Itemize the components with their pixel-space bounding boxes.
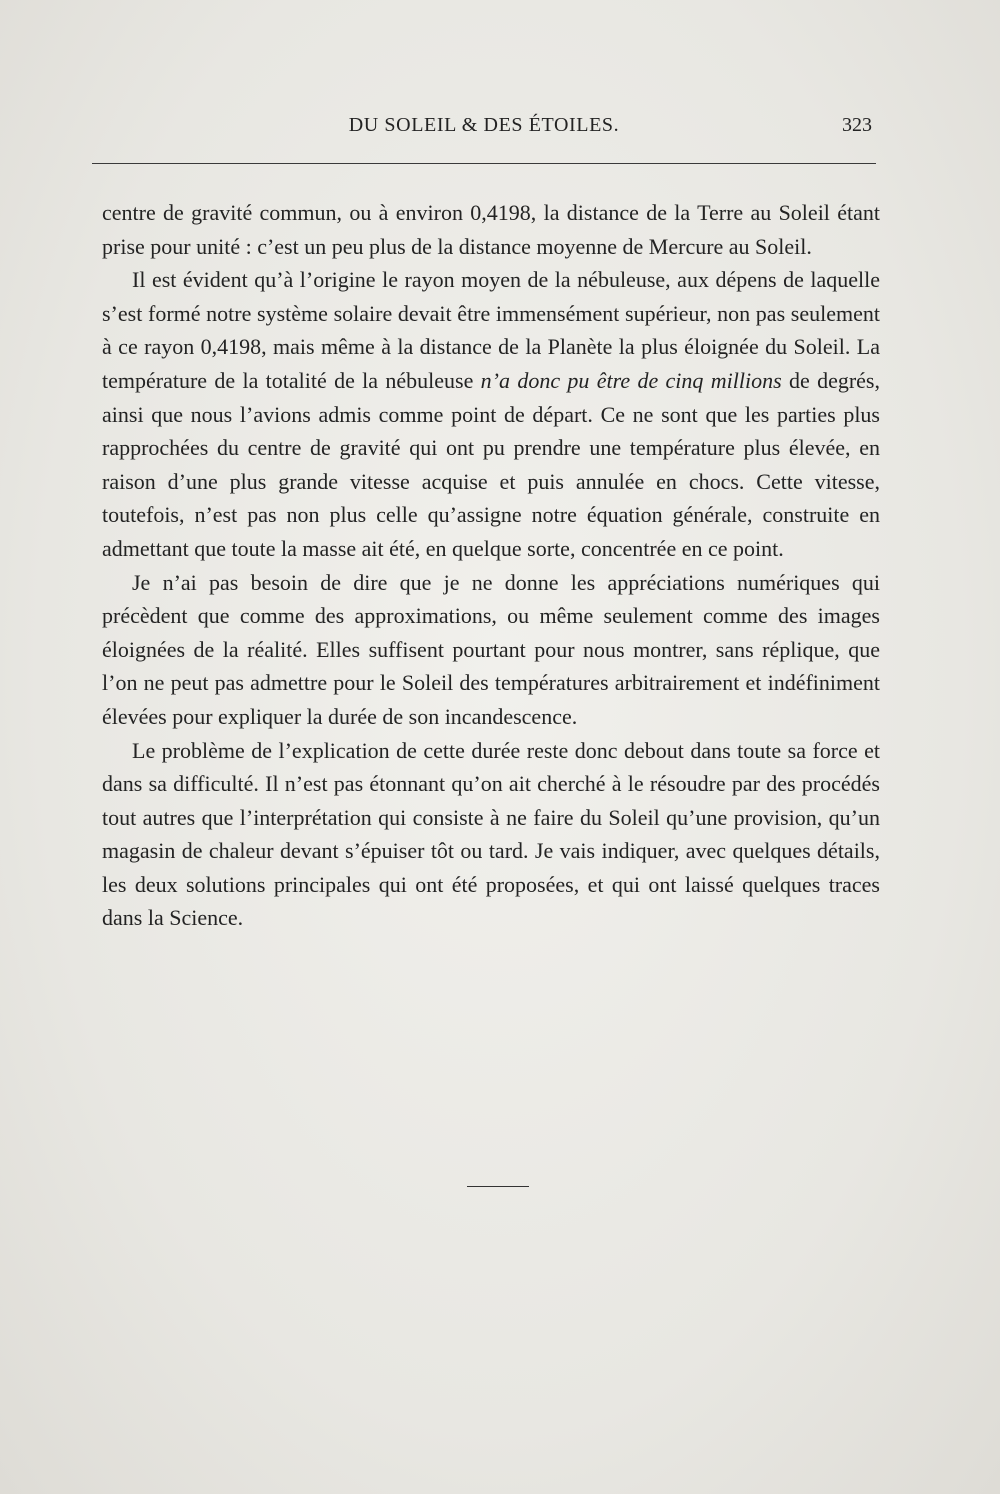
body-text (102, 196, 880, 935)
running-header (92, 114, 876, 144)
section-end-rule (467, 1186, 529, 1187)
paragraph-2-before: Il est évident qu’à l’origine le rayon moyen de la nébuleuse, aux dépens de laquelle s’est formé notre système solaire devait être immensément supérieur, non pas seulement à ce rayon 0,4198, mais même à la distance de la Planète la plus éloignée du Soleil. La température de la totalité de la nébuleuse (102, 267, 880, 393)
header-rule (92, 163, 876, 164)
paragraph-2-emphasis: n’a donc pu être de cinq millions (480, 367, 782, 393)
running-title: DU SOLEIL & DES ÉTOILES. (348, 114, 620, 136)
paragraph-3: Je n’ai pas besoin de dire que je ne donne les appréciations numériques qui précèdent que comme des approximations, ou même seulement comme des images éloignées de la réalité. Elles suffisent pourtant pour nous montrer, sans réplique, que l’on ne peut pas admettre pour le Soleil des températures arbitrairement et indéfiniment élevées pour expliquer la durée de son incandescence. (102, 569, 880, 729)
paragraph-4: Le problème de l’explication de cette durée reste donc debout dans toute sa force et dans sa difficulté. Il n’est pas étonnant qu’on ait cherché à le résoudre par des procédés tout autres que l’interprétation qui consiste à ne faire du Soleil qu’une provision, qu’un magasin de chaleur devant s’épuiser tôt ou tard. Je vais indiquer, avec quelques détails, les deux solutions principales qui ont été proposées, et qui ont laissé quelques traces dans la Science. (102, 737, 880, 931)
page-number: 323 (842, 114, 872, 136)
paragraph-1: centre de gravité commun, ou à environ 0,4198, la distance de la Terre au Soleil étant prise pour unité : c’est un peu plus de la distance moyenne de Mercure au Soleil. (102, 200, 880, 259)
paragraph-2 (102, 263, 880, 565)
paragraph-2-after: de degrés, ainsi que nous l’avions admis comme point de départ. Ce ne sont que les parties plus rapprochées du centre de gravité qui ont pu prendre une température plus élevée, en raison d’une plus grande vitesse acquise et puis annulée en chocs. Cette vitesse, toutefois, n’est pas non plus celle qu’assigne notre équation générale, construite en admettant que toute la masse ait été, en quelque sorte, concentrée en ce point. (102, 367, 880, 561)
